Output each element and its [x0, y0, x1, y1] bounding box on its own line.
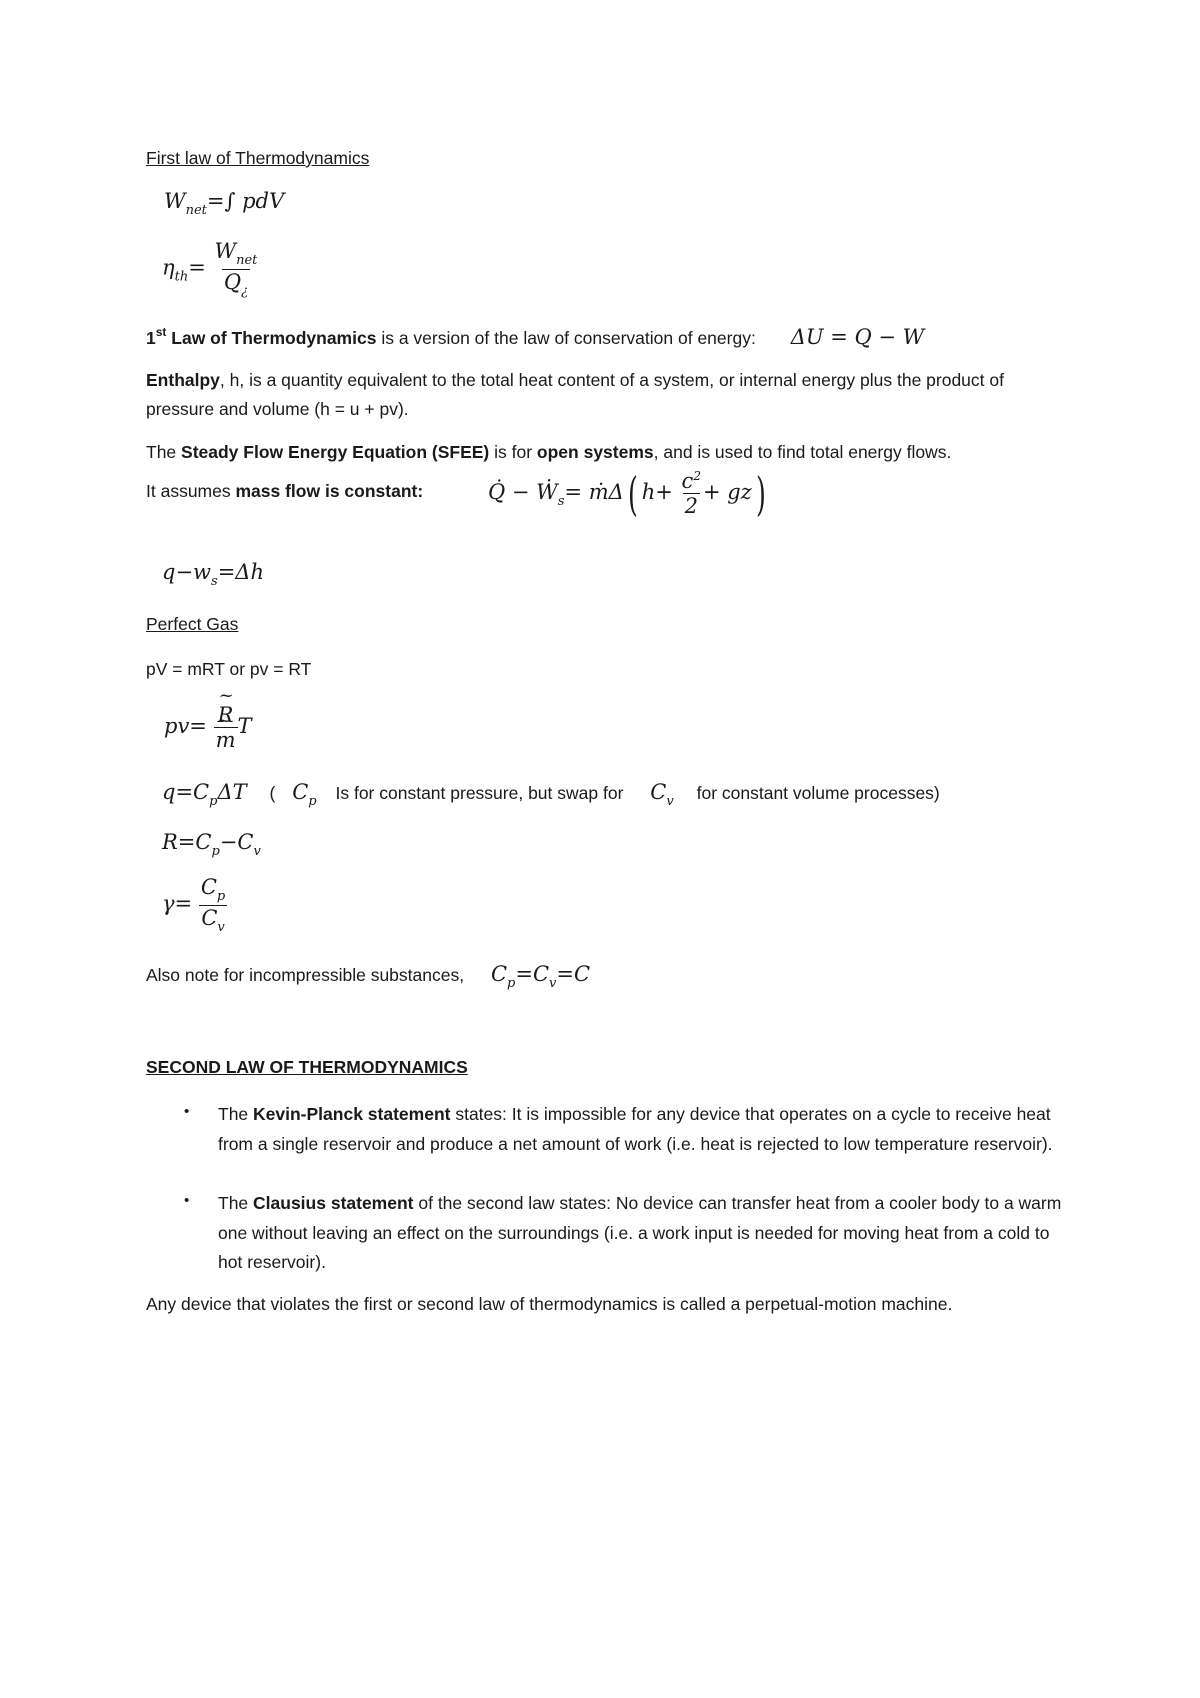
equation-heat-ratio: γ= $\frac{C_p}{C_v}$: [162, 875, 226, 935]
equation-specific-sfee: $q-w_s=\Delta h$: [162, 560, 264, 589]
incompressible-note: Also note for incompressible substances, $C_p=C_v=C$: [146, 962, 591, 991]
closing-paragraph: Any device that violates the first or second law of thermodynamics is called a perpetual-motion machine.: [146, 1294, 953, 1314]
section-title-perfect-gas: Perfect Gas: [146, 614, 239, 634]
equation-heat-capacity: $q=C_p\Delta T$ ( $C_p$ Is for constant pressure, but swap for $C_v$ for constant volume processes): [162, 780, 940, 809]
heat-ratio-fraction: $\frac{C_p}{C_v}$: [200, 875, 226, 935]
equation-gas-constant: $R=C_p-C_v$: [162, 830, 261, 859]
list-item-kelvin-planck: The Kevin-Planck statement states: It is impossible for any device that operates on a cycle to receive heat from a single reservoir and produce a net amount of work (i.e. heat is rejected to low temperature reservoir).: [218, 1104, 1053, 1154]
bullet-marker: •: [184, 1103, 190, 1120]
sfee-equation-line: It assumes mass flow is constant:: [146, 481, 424, 501]
equation-net-work: $W_{net}=\int$ pdV: [164, 189, 285, 218]
first-law-statement: 1st Law of Thermodynamics is a version of the law of conservation of energy: ΔU = Q − W: [146, 325, 925, 349]
kinetic-energy-fraction: $\frac{c^2}{2}$: [681, 469, 701, 519]
equation-thermal-efficiency: $\eta_{th}=$ $\frac{W_{net}}{Q_¿}$: [162, 239, 258, 299]
sfee-equation: Q̇ − Ẇ$_s$= ṁΔ( h+ $\frac{c^2}{2}$ + gz): [488, 466, 766, 521]
energy-conservation-formula: ΔU = Q − W: [790, 325, 925, 349]
equation-universal-gas: pv= ~ R ~ m T: [164, 704, 252, 751]
section-title-first-law: First law of Thermodynamics: [146, 148, 370, 168]
sfee-paragraph: The Steady Flow Energy Equation (SFEE) is for open systems, and is used to find total energy flows.: [146, 442, 952, 462]
gas-constant-fraction: ~ R ~ m: [214, 704, 238, 751]
enthalpy-paragraph: Enthalpy, h, is a quantity equivalent to the total heat content of a system, or internal energy plus the product of pressure and volume (h = u + pv).: [146, 370, 1004, 419]
ideal-gas-law: pV = mRT or pv = RT: [146, 659, 312, 679]
list-item-clausius: The Clausius statement of the second law states: No device can transfer heat from a cooler body to a warm one without leaving an effect on the surroundings (i.e. a work input is needed for moving heat from a cold to hot reservoir).: [218, 1193, 1062, 1272]
bullet-marker: •: [184, 1192, 190, 1209]
section-title-second-law: SECOND LAW OF THERMODYNAMICS: [146, 1057, 468, 1077]
efficiency-fraction: $\frac{W_{net}}{Q_¿}$: [214, 239, 258, 299]
